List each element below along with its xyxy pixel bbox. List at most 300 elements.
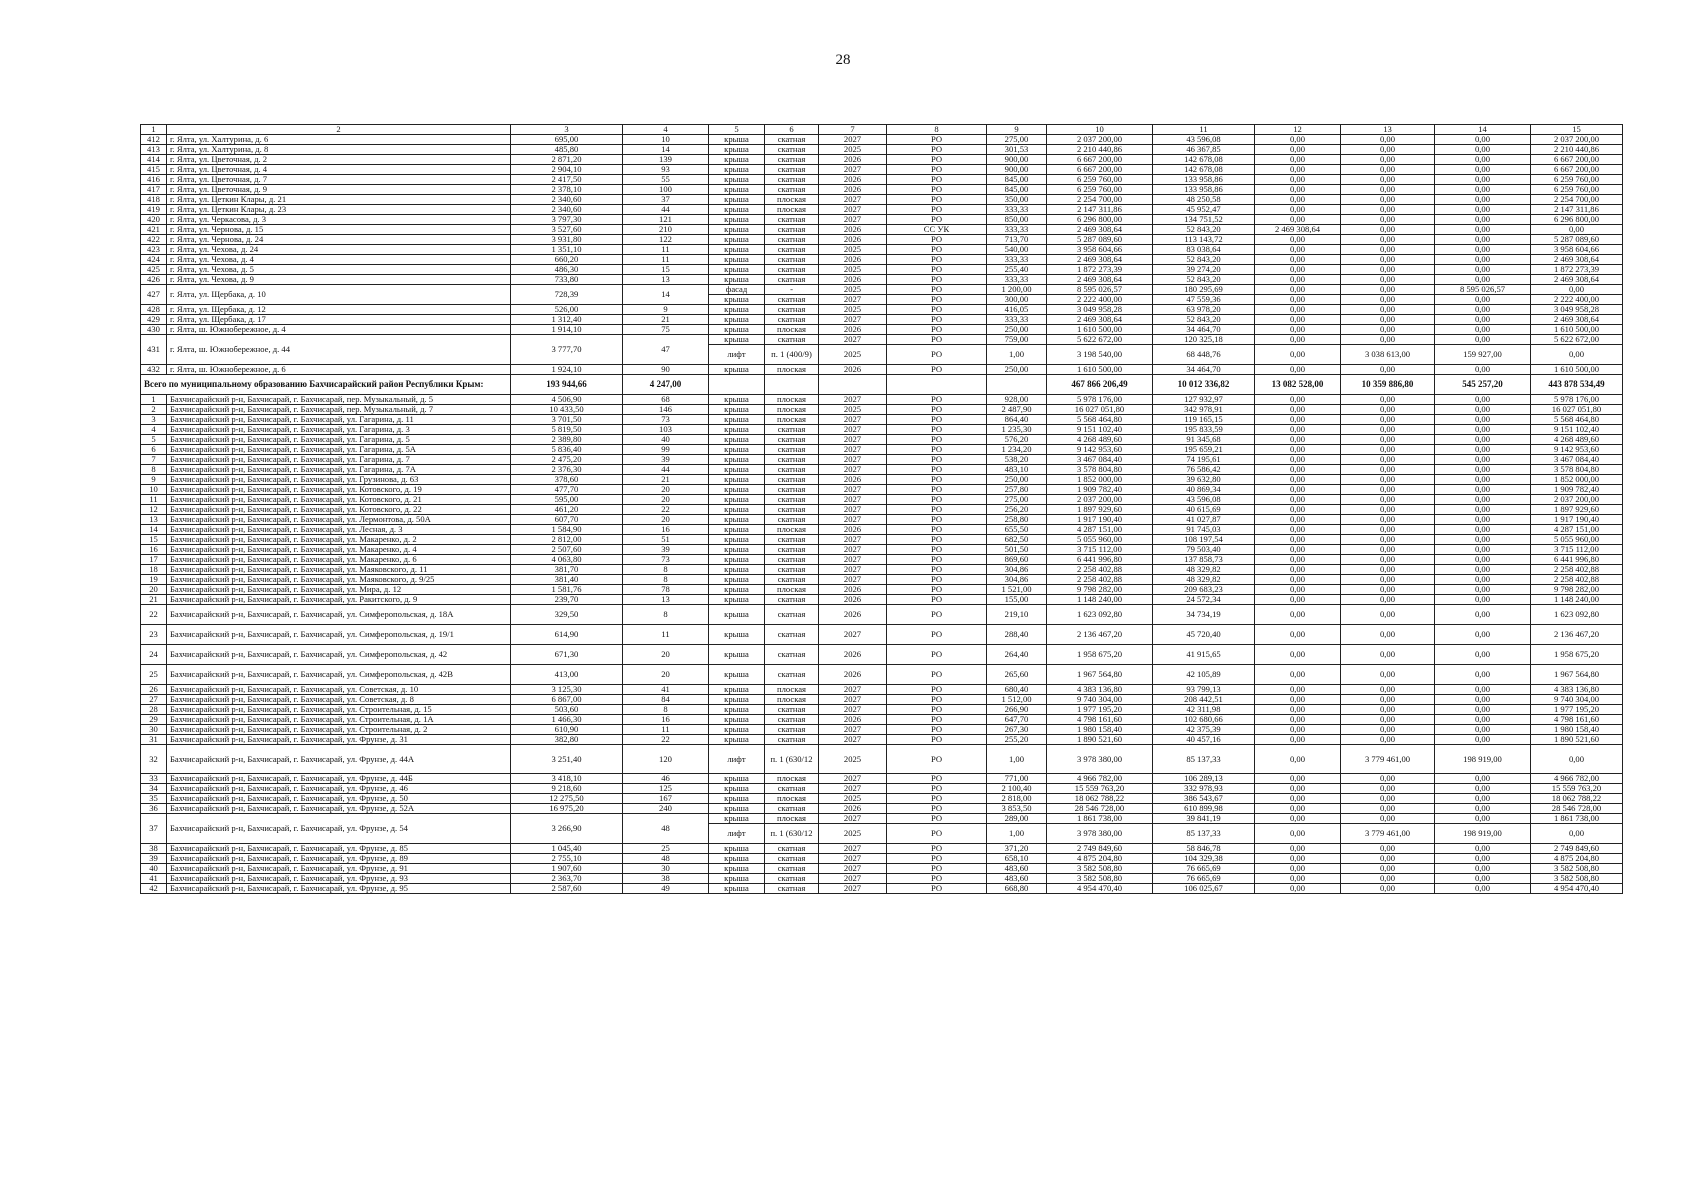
table-cell: скатная — [765, 864, 819, 874]
table-cell: 2 378,10 — [511, 185, 623, 195]
table-cell: скатная — [765, 295, 819, 305]
table-cell: 106 289,13 — [1153, 774, 1255, 784]
table-cell: 0,00 — [1341, 555, 1435, 565]
table-cell: 6 — [141, 445, 167, 455]
table-cell: 20 — [623, 485, 709, 495]
table-cell: 209 683,23 — [1153, 585, 1255, 595]
table-cell: 0,00 — [1435, 335, 1531, 345]
table-cell: крыша — [709, 135, 765, 145]
table-cell: РО — [887, 285, 987, 295]
table-cell: 0,00 — [1435, 565, 1531, 575]
table-cell: 2027 — [819, 625, 887, 645]
table-cell: РО — [887, 864, 987, 874]
table-cell: 713,70 — [987, 235, 1047, 245]
table-cell: 0,00 — [1531, 225, 1623, 235]
table-cell: 219,10 — [987, 605, 1047, 625]
table-cell: 2027 — [819, 854, 887, 864]
table-cell: Бахчисарайский р-н, Бахчисарай, г. Бахчисарай, ул. Гагарина, д. 3 — [167, 425, 511, 435]
table-cell: РО — [887, 814, 987, 824]
table-cell: 0,00 — [1435, 185, 1531, 195]
table-cell: РО — [887, 495, 987, 505]
table-cell: 2027 — [819, 465, 887, 475]
table-cell: 0,00 — [1341, 725, 1435, 735]
table-cell: 0,00 — [1341, 695, 1435, 705]
table-cell: 0,00 — [1255, 265, 1341, 275]
table-cell: 146 — [623, 405, 709, 415]
table-cell: 1 045,40 — [511, 844, 623, 854]
table-cell: 13 — [141, 515, 167, 525]
table-cell: скатная — [765, 145, 819, 155]
table-cell: плоская — [765, 685, 819, 695]
table-cell: 0,00 — [1255, 774, 1341, 784]
table-cell: 2026 — [819, 605, 887, 625]
table-cell: крыша — [709, 804, 765, 814]
table-cell: 427 — [141, 285, 167, 305]
table-cell: 134 751,52 — [1153, 215, 1255, 225]
table-cell: Бахчисарайский р-н, Бахчисарай, г. Бахчисарай, ул. Гагарина, д. 5 — [167, 435, 511, 445]
table-cell: 771,00 — [987, 774, 1047, 784]
column-header: 6 — [765, 125, 819, 135]
table-cell: 24 572,34 — [1153, 595, 1255, 605]
table-cell: п. 1 (400/9) — [765, 345, 819, 365]
table-cell: 255,40 — [987, 265, 1047, 275]
table-cell: г. Ялта, ул. Цветочная, д. 9 — [167, 185, 511, 195]
table-cell: Бахчисарайский р-н, Бахчисарай, г. Бахчисарай, ул. Макаренко, д. 4 — [167, 545, 511, 555]
table-cell: 0,00 — [1255, 695, 1341, 705]
table-cell: скатная — [765, 235, 819, 245]
table-cell: 0,00 — [1341, 265, 1435, 275]
column-header: 11 — [1153, 125, 1255, 135]
table-cell: скатная — [765, 335, 819, 345]
table-cell: РО — [887, 844, 987, 854]
table-cell: 0,00 — [1435, 854, 1531, 864]
table-cell: 43 596,08 — [1153, 495, 1255, 505]
table-cell: РО — [887, 485, 987, 495]
table-cell: 422 — [141, 235, 167, 245]
table-cell: 432 — [141, 365, 167, 375]
table-cell: 22 — [623, 735, 709, 745]
table-cell: 0,00 — [1341, 545, 1435, 555]
table-cell: 0,00 — [1341, 595, 1435, 605]
table-cell: 52 843,20 — [1153, 225, 1255, 235]
table-cell: 23 — [141, 625, 167, 645]
table-cell: 3 978 380,00 — [1047, 824, 1153, 844]
table-cell: 2 340,60 — [511, 195, 623, 205]
table-cell: 1 148 240,00 — [1531, 595, 1623, 605]
table-cell: 545 257,20 — [1435, 375, 1531, 395]
table-cell: 0,00 — [1341, 185, 1435, 195]
table-cell: 2026 — [819, 585, 887, 595]
table-cell: 5 622 672,00 — [1531, 335, 1623, 345]
table-row — [141, 814, 1623, 824]
table-cell: Бахчисарайский р-н, Бахчисарай, г. Бахчисарай, ул. Котовского, д. 21 — [167, 495, 511, 505]
table-cell: 83 038,64 — [1153, 245, 1255, 255]
table-cell: 84 — [623, 695, 709, 705]
table-cell: 0,00 — [1255, 854, 1341, 864]
table-cell: 1 610 500,00 — [1047, 325, 1153, 335]
table-cell: 19 — [141, 575, 167, 585]
table-cell: РО — [887, 725, 987, 735]
table-cell: 2027 — [819, 485, 887, 495]
table-cell: 35 — [141, 794, 167, 804]
table-row — [141, 415, 1623, 425]
table-cell: 9 142 953,60 — [1531, 445, 1623, 455]
table-cell: РО — [887, 175, 987, 185]
table-cell: крыша — [709, 595, 765, 605]
table-cell: г. Ялта, ш. Южнобережное, д. 4 — [167, 325, 511, 335]
table-cell: РО — [887, 245, 987, 255]
table-cell: 0,00 — [1435, 325, 1531, 335]
table-cell: 4 247,00 — [623, 375, 709, 395]
table-cell: 24 — [141, 645, 167, 665]
table-cell: крыша — [709, 275, 765, 285]
table-cell: 2027 — [819, 515, 887, 525]
table-cell: 1,00 — [987, 345, 1047, 365]
table-cell: 0,00 — [1341, 295, 1435, 305]
table-cell: Бахчисарайский р-н, Бахчисарай, г. Бахчисарай, ул. Фрунзе, д. 54 — [167, 814, 511, 844]
table-cell: скатная — [765, 854, 819, 864]
table-cell — [819, 375, 887, 395]
table-cell: 2027 — [819, 774, 887, 784]
table-cell: 0,00 — [1341, 605, 1435, 625]
table-cell: 0,00 — [1255, 804, 1341, 814]
table-cell: плоская — [765, 814, 819, 824]
table-cell: крыша — [709, 445, 765, 455]
table-cell: 0,00 — [1341, 784, 1435, 794]
table-cell: 0,00 — [1255, 295, 1341, 305]
table-cell: 0,00 — [1435, 525, 1531, 535]
table-cell: 2026 — [819, 275, 887, 285]
table-cell: 6 259 760,00 — [1047, 175, 1153, 185]
table-cell: 39 632,80 — [1153, 475, 1255, 485]
table-cell: скатная — [765, 515, 819, 525]
table-cell: РО — [887, 215, 987, 225]
table-cell: 6 259 760,00 — [1531, 175, 1623, 185]
table-cell: 1 924,10 — [511, 365, 623, 375]
table-cell: 20 — [623, 495, 709, 505]
table-cell: РО — [887, 695, 987, 705]
table-cell: 2 222 400,00 — [1531, 295, 1623, 305]
table-cell: плоская — [765, 395, 819, 405]
table-cell: 0,00 — [1341, 625, 1435, 645]
table-cell: 4 966 782,00 — [1047, 774, 1153, 784]
table-cell: 2 818,00 — [987, 794, 1047, 804]
table-cell: 3 266,90 — [511, 814, 623, 844]
table-cell: 125 — [623, 784, 709, 794]
page-number: 28 — [835, 52, 851, 68]
table-cell: 14 — [623, 285, 709, 305]
column-header: 2 — [167, 125, 511, 135]
table-cell: скатная — [765, 715, 819, 725]
table-cell: 2 254 700,00 — [1531, 195, 1623, 205]
table-cell: 0,00 — [1435, 735, 1531, 745]
table-cell: 928,00 — [987, 395, 1047, 405]
table-cell: 477,70 — [511, 485, 623, 495]
table-cell: крыша — [709, 195, 765, 205]
table-cell: 1 351,10 — [511, 245, 623, 255]
table-cell: 106 025,67 — [1153, 884, 1255, 894]
table-cell: 0,00 — [1255, 135, 1341, 145]
table-row — [141, 784, 1623, 794]
table-cell: крыша — [709, 515, 765, 525]
table-row — [141, 315, 1623, 325]
table-cell: Бахчисарайский р-н, Бахчисарай, г. Бахчисарай, ул. Симферопольская, д. 18А — [167, 605, 511, 625]
table-row — [141, 275, 1623, 285]
table-cell: 0,00 — [1341, 735, 1435, 745]
table-cell: 48 — [623, 814, 709, 844]
table-cell: 264,40 — [987, 645, 1047, 665]
table-row — [141, 565, 1623, 575]
table-cell: 21 — [623, 315, 709, 325]
table-cell: 4 798 161,60 — [1531, 715, 1623, 725]
table-cell: 43 596,08 — [1153, 135, 1255, 145]
table-cell: скатная — [765, 555, 819, 565]
table-cell: 0,00 — [1255, 325, 1341, 335]
table-cell: 78 — [623, 585, 709, 595]
table-cell: 28 546 728,00 — [1047, 804, 1153, 814]
table-cell: 9 740 304,00 — [1531, 695, 1623, 705]
table-cell: 22 — [141, 605, 167, 625]
table-cell: скатная — [765, 465, 819, 475]
table-cell: 0,00 — [1531, 285, 1623, 295]
table-cell: 0,00 — [1341, 794, 1435, 804]
table-row — [141, 695, 1623, 705]
table-cell: скатная — [765, 545, 819, 555]
table-cell: 38 — [141, 844, 167, 854]
table-cell: РО — [887, 585, 987, 595]
table-cell: 99 — [623, 445, 709, 455]
table-cell: 1 977 195,20 — [1047, 705, 1153, 715]
table-cell: 1 909 782,40 — [1531, 485, 1623, 495]
table-cell: 0,00 — [1341, 475, 1435, 485]
table-cell: 1 907,60 — [511, 864, 623, 874]
table-cell: 2025 — [819, 794, 887, 804]
table-cell: 48 250,58 — [1153, 195, 1255, 205]
table-cell: 0,00 — [1255, 625, 1341, 645]
table-cell: лифт — [709, 745, 765, 774]
table-cell: скатная — [765, 665, 819, 685]
table-cell: 0,00 — [1341, 874, 1435, 884]
table-cell: 0,00 — [1341, 405, 1435, 415]
table-cell: 0,00 — [1255, 495, 1341, 505]
table-row — [141, 225, 1623, 235]
table-cell: Бахчисарайский р-н, Бахчисарай, г. Бахчисарай, ул. Маяковского, д. 9/25 — [167, 575, 511, 585]
table-cell: 100 — [623, 185, 709, 195]
table-cell: 120 — [623, 745, 709, 774]
table-cell: крыша — [709, 535, 765, 545]
table-cell: 0,00 — [1435, 215, 1531, 225]
table-cell: 5 287 089,60 — [1531, 235, 1623, 245]
table-cell: РО — [887, 565, 987, 575]
table-cell: 1 200,00 — [987, 285, 1047, 295]
table-cell: 660,20 — [511, 255, 623, 265]
table-cell: 2027 — [819, 135, 887, 145]
table-cell: 1 852 000,00 — [1047, 475, 1153, 485]
table-cell: скатная — [765, 135, 819, 145]
table-cell: п. 1 (630/12 — [765, 745, 819, 774]
table-cell: г. Ялта, ул. Цеткин Клары, д. 23 — [167, 205, 511, 215]
table-cell: скатная — [765, 784, 819, 794]
table-cell: крыша — [709, 774, 765, 784]
table-cell: 0,00 — [1341, 864, 1435, 874]
table-cell: крыша — [709, 145, 765, 155]
table-cell: 501,50 — [987, 545, 1047, 555]
table-cell: РО — [887, 804, 987, 814]
table-cell: 2027 — [819, 565, 887, 575]
table-cell: 0,00 — [1255, 505, 1341, 515]
table-cell: 34 734,19 — [1153, 605, 1255, 625]
table-cell: 0,00 — [1435, 814, 1531, 824]
table-cell: Бахчисарайский р-н, Бахчисарай, г. Бахчисарай, ул. Симферопольская, д. 19/1 — [167, 625, 511, 645]
table-row — [141, 255, 1623, 265]
table-cell: 42 311,98 — [1153, 705, 1255, 715]
table-cell: 728,39 — [511, 285, 623, 305]
table-cell: 30 — [623, 864, 709, 874]
table-cell: 2027 — [819, 295, 887, 305]
table-cell: 595,00 — [511, 495, 623, 505]
table-cell: плоская — [765, 774, 819, 784]
table-cell: 21 — [623, 475, 709, 485]
table-cell: 0,00 — [1255, 445, 1341, 455]
table-cell: 0,00 — [1435, 595, 1531, 605]
table-cell: 0,00 — [1435, 275, 1531, 285]
table-row — [141, 585, 1623, 595]
table-cell: 20 — [623, 515, 709, 525]
table-cell: 3 527,60 — [511, 225, 623, 235]
table-cell: 1 610 500,00 — [1531, 365, 1623, 375]
table-cell: 2 417,50 — [511, 175, 623, 185]
table-cell: 0,00 — [1435, 515, 1531, 525]
table-cell: крыша — [709, 874, 765, 884]
table-cell: 5 568 464,80 — [1531, 415, 1623, 425]
table-cell: 42 105,89 — [1153, 665, 1255, 685]
table-cell: РО — [887, 395, 987, 405]
column-header: 4 — [623, 125, 709, 135]
table-cell: 93 — [623, 165, 709, 175]
table-cell: 48 329,82 — [1153, 575, 1255, 585]
table-cell: 2025 — [819, 145, 887, 155]
table-cell: 2 469 308,64 — [1047, 255, 1153, 265]
table-cell: г. Ялта, ул. Чехова, д. 9 — [167, 275, 511, 285]
table-cell: крыша — [709, 325, 765, 335]
table-row — [141, 595, 1623, 605]
table-cell: Бахчисарайский р-н, Бахчисарай, г. Бахчисарай, ул. Мира, д. 12 — [167, 585, 511, 595]
table-cell: г. Ялта, ул. Черкасова, д. 3 — [167, 215, 511, 225]
table-row — [141, 844, 1623, 854]
table-cell: 900,00 — [987, 165, 1047, 175]
table-cell: РО — [887, 135, 987, 145]
table-cell: 0,00 — [1341, 465, 1435, 475]
table-cell: 420 — [141, 215, 167, 225]
table-cell: РО — [887, 784, 987, 794]
table-cell: Бахчисарайский р-н, Бахчисарай, г. Бахчисарай, ул. Макаренко, д. 6 — [167, 555, 511, 565]
table-cell: 6 667 200,00 — [1047, 165, 1153, 175]
table-cell: 0,00 — [1435, 455, 1531, 465]
table-cell: РО — [887, 185, 987, 195]
table-cell: 8 595 026,57 — [1047, 285, 1153, 295]
table-cell: 421 — [141, 225, 167, 235]
table-cell: 2 258 402,88 — [1047, 575, 1153, 585]
table-cell: г. Ялта, ул. Цветочная, д. 7 — [167, 175, 511, 185]
table-cell: 47 559,36 — [1153, 295, 1255, 305]
table-cell: 503,60 — [511, 705, 623, 715]
table-cell: 6 296 800,00 — [1047, 215, 1153, 225]
table-cell: 2 258 402,88 — [1531, 575, 1623, 585]
table-cell: 195 659,21 — [1153, 445, 1255, 455]
table-cell: крыша — [709, 425, 765, 435]
table-cell: 13 — [623, 595, 709, 605]
table-cell: крыша — [709, 794, 765, 804]
table-cell: 0,00 — [1255, 555, 1341, 565]
table-cell: 610 899,98 — [1153, 804, 1255, 814]
table-cell: 0,00 — [1255, 285, 1341, 295]
table-cell: скатная — [765, 645, 819, 665]
table-cell: 6 867,00 — [511, 695, 623, 705]
table-cell: 0,00 — [1255, 215, 1341, 225]
table-cell: 1 890 521,60 — [1047, 735, 1153, 745]
table-cell: г. Ялта, ул. Чернова, д. 24 — [167, 235, 511, 245]
table-cell: 2 147 311,86 — [1531, 205, 1623, 215]
table-cell: 0,00 — [1255, 175, 1341, 185]
table-cell: 42 — [141, 884, 167, 894]
table-cell: 33 — [141, 774, 167, 784]
table-cell: 2027 — [819, 495, 887, 505]
table-cell: 2 210 440,86 — [1047, 145, 1153, 155]
table-cell: 0,00 — [1341, 525, 1435, 535]
table-cell: Бахчисарайский р-н, Бахчисарай, г. Бахчисарай, ул. Фрунзе, д. 93 — [167, 874, 511, 884]
table-cell: плоская — [765, 365, 819, 375]
table-cell: 10 — [623, 135, 709, 145]
table-row — [141, 705, 1623, 715]
table-cell: г. Ялта, ул. Цеткин Клары, д. 21 — [167, 195, 511, 205]
table-cell: 2 469 308,64 — [1047, 225, 1153, 235]
table-cell: 40 869,34 — [1153, 485, 1255, 495]
table-cell: 11 — [623, 255, 709, 265]
table-cell: скатная — [765, 475, 819, 485]
table-cell: 25 — [141, 665, 167, 685]
table-cell: 0,00 — [1341, 305, 1435, 315]
table-cell: 2 037 200,00 — [1047, 135, 1153, 145]
table-cell: 0,00 — [1255, 595, 1341, 605]
table-cell: 0,00 — [1341, 505, 1435, 515]
table-cell: 4 383 136,80 — [1047, 685, 1153, 695]
table-row — [141, 205, 1623, 215]
table-cell: 2027 — [819, 215, 887, 225]
table-cell: 0,00 — [1341, 495, 1435, 505]
table-cell: 2 587,60 — [511, 884, 623, 894]
table-cell: 9 798 282,00 — [1531, 585, 1623, 595]
table-cell: скатная — [765, 874, 819, 884]
table-cell: РО — [887, 535, 987, 545]
table-cell: 52 843,20 — [1153, 255, 1255, 265]
table-cell: 682,50 — [987, 535, 1047, 545]
table-cell: 845,00 — [987, 175, 1047, 185]
table-cell: 3 958 604,66 — [1047, 245, 1153, 255]
table-cell: скатная — [765, 565, 819, 575]
table-row — [141, 545, 1623, 555]
table-cell: 5 055 960,00 — [1531, 535, 1623, 545]
table-cell: 0,00 — [1435, 774, 1531, 784]
table-cell: 0,00 — [1435, 695, 1531, 705]
table-cell: 0,00 — [1341, 255, 1435, 265]
table-cell: 14 — [623, 145, 709, 155]
table-cell: 1,00 — [987, 745, 1047, 774]
table-cell: 12 275,50 — [511, 794, 623, 804]
table-cell: скатная — [765, 315, 819, 325]
table-cell: РО — [887, 665, 987, 685]
table-cell: 159 927,00 — [1435, 345, 1531, 365]
table-cell: крыша — [709, 305, 765, 315]
